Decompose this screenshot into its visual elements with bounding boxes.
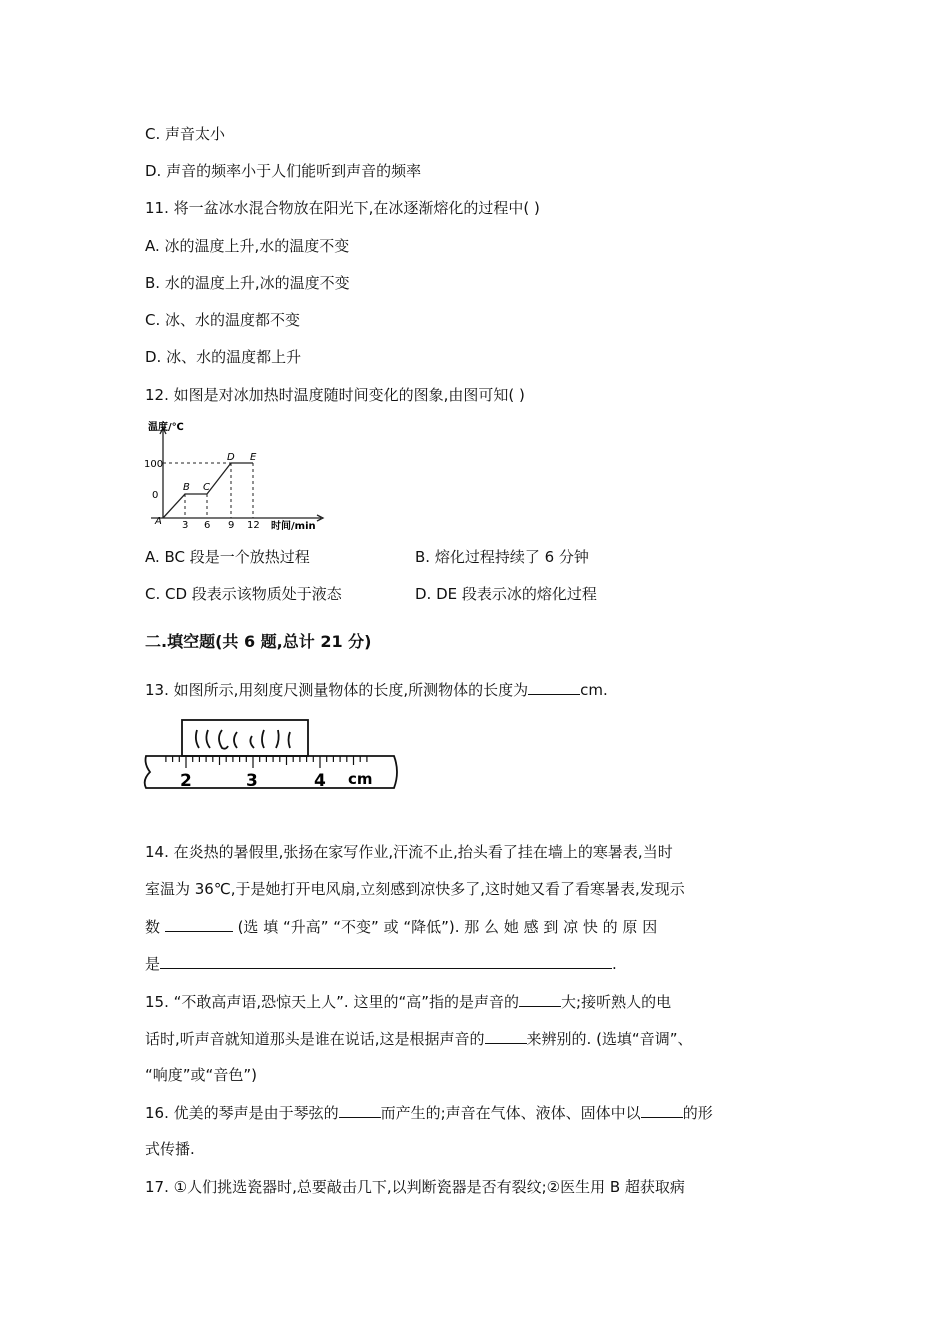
graph-point-e: E: [250, 452, 257, 463]
q12-option-a: A. BC 段是一个放热过程: [145, 548, 310, 566]
q15-text-2a: 话时,听声音就知道那头是谁在说话,这是根据声音的: [145, 1030, 485, 1048]
q15-text-1b: 大;接听熟人的电: [561, 993, 672, 1011]
q13-unit: cm.: [580, 681, 608, 699]
question-17-line-1: 17. ①人们挑选瓷器时,总要敲击几下,以判断瓷器是否有裂纹;②医生用 B 超获取病: [145, 1178, 685, 1196]
graph-x-tick-6: 6: [204, 520, 211, 531]
q15-text-2b: 来辨别的. (选填“音调”、: [526, 1030, 693, 1048]
q14-text-4a: 是: [145, 955, 161, 973]
q12-option-c: C. CD 段表示该物质处于液态: [145, 585, 342, 603]
q11-option-a: A. 冰的温度上升,水的温度不变: [145, 237, 350, 255]
question-14-line-4: [145, 953, 617, 974]
question-11: 11. 将一盆冰水混合物放在阳光下,在冰逐渐熔化的过程中( ): [145, 199, 540, 217]
q16-text-1b: 而产生的;声音在气体、液体、固体中以: [380, 1104, 641, 1122]
q15-text-1a: 15. “不敢高声语,恐惊天上人”. 这里的“高”指的是声音的: [145, 993, 520, 1011]
graph-x-tick-12: 12: [247, 520, 260, 531]
graph-x-axis-label: 时间/min: [271, 521, 316, 532]
question-16-line-1: [145, 1102, 713, 1123]
graph-y-axis-label: 温度/℃: [148, 422, 184, 433]
q15-blank-1: [519, 991, 561, 1007]
ruler-label-4: 4: [314, 771, 326, 791]
graph-point-d: D: [227, 452, 235, 463]
option-c-q10: C. 声音太小: [145, 125, 226, 143]
q12-option-d: D. DE 段表示冰的熔化过程: [415, 585, 597, 603]
graph-point-a: A: [155, 516, 162, 527]
ruler-label-2: 2: [180, 771, 192, 791]
temperature-time-graph: [143, 420, 333, 532]
question-14-line-3: [145, 916, 657, 937]
ruler-unit: cm: [348, 770, 373, 788]
q14-blank-2: [160, 953, 612, 969]
question-15-line-3: “响度”或“音色”): [145, 1066, 257, 1084]
question-16-line-2: 式传播.: [145, 1140, 195, 1158]
graph-y-tick-100: 100: [144, 459, 164, 470]
ruler-label-3: 3: [246, 771, 258, 791]
q16-text-1a: 16. 优美的琴声是由于琴弦的: [145, 1104, 339, 1122]
q12-option-b: B. 熔化过程持续了 6 分钟: [415, 548, 589, 566]
q16-blank-1: [339, 1102, 381, 1118]
q15-blank-2: [485, 1028, 527, 1044]
graph-point-b: B: [183, 482, 190, 493]
q14-blank-1: [165, 916, 233, 932]
q16-blank-2: [641, 1102, 683, 1118]
q13-blank: [528, 679, 580, 695]
ruler-diagram: [142, 716, 402, 816]
question-15-line-2: [145, 1028, 692, 1049]
graph-x-tick-9: 9: [228, 520, 235, 531]
question-14-line-1: 14. 在炎热的暑假里,张扬在家写作业,汗流不止,抬头看了挂在墙上的寒暑表,当时: [145, 843, 673, 861]
q13-text: 13. 如图所示,用刻度尺测量物体的长度,所测物体的长度为: [145, 681, 529, 699]
graph-point-c: C: [203, 482, 210, 493]
q11-option-d: D. 冰、水的温度都上升: [145, 348, 302, 366]
section-heading-fill-in: 二.填空题(共 6 题,总计 21 分): [145, 632, 372, 651]
q14-text-4b: .: [612, 955, 617, 973]
question-14-line-2: 室温为 36℃,于是她打开电风扇,立刻感到凉快多了,这时她又看了看寒暑表,发现示: [145, 880, 685, 898]
q11-option-c: C. 冰、水的温度都不变: [145, 311, 301, 329]
q11-option-b: B. 水的温度上升,冰的温度不变: [145, 274, 350, 292]
q14-text-3a: 数: [145, 918, 161, 936]
graph-x-tick-3: 3: [182, 520, 189, 531]
question-13: [145, 679, 608, 700]
question-15-line-1: [145, 991, 671, 1012]
graph-y-tick-0: 0: [152, 490, 159, 501]
q14-text-3b: (选 填 “升高” “不变” 或 “降低”). 那 么 她 感 到 凉 快 的 原 因: [237, 918, 658, 936]
option-d-q10: D. 声音的频率小于人们能听到声音的频率: [145, 162, 422, 180]
question-12: 12. 如图是对冰加热时温度随时间变化的图象,由图可知( ): [145, 386, 525, 404]
q16-text-1c: 的形: [682, 1104, 713, 1122]
